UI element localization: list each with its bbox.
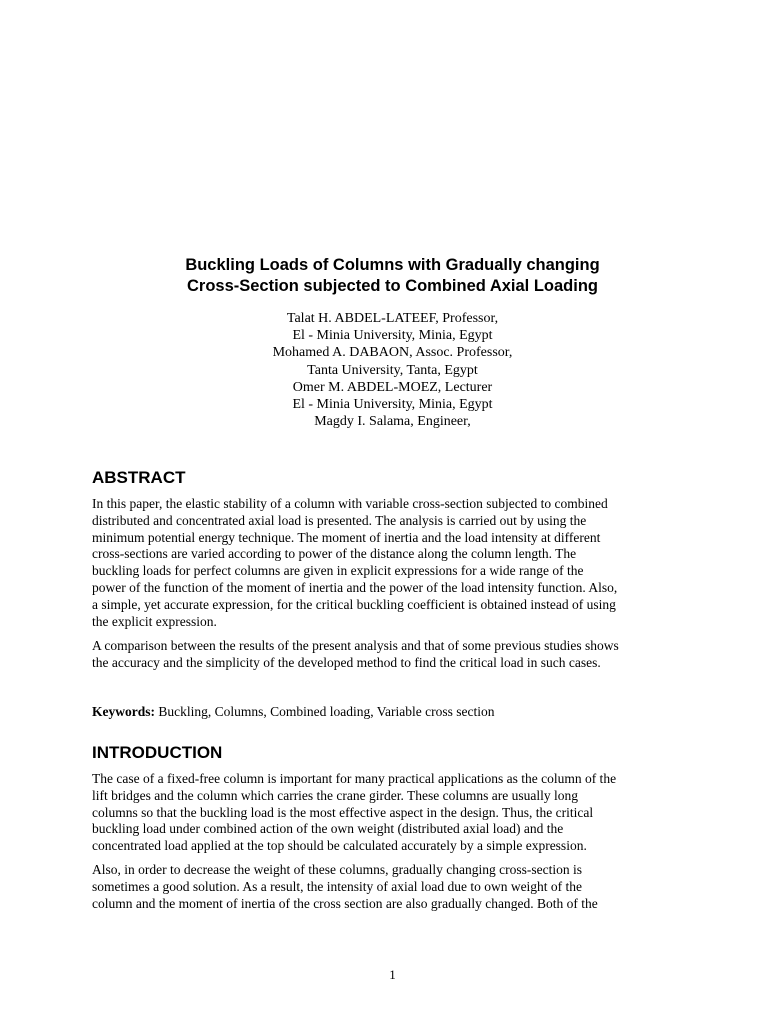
- page-number: 1: [389, 967, 396, 982]
- abstract-paragraph-2: [92, 638, 696, 672]
- abstract-paragraph-1: [92, 496, 696, 630]
- text-line: concentrated load applied at the top should be calculated accurately by a simple expression.: [92, 838, 587, 854]
- paper-title: [0, 255, 768, 297]
- author-line: Magdy I. Salama, Engineer,: [314, 414, 471, 430]
- text-line: the accuracy and the simplicity of the developed method to find the critical load in such cases.: [92, 654, 601, 670]
- keywords-label: Keywords:: [92, 704, 155, 719]
- text-line: In this paper, the elastic stability of a column with variable cross-section subjected to combined: [92, 496, 608, 511]
- text-line: a simple, yet accurate expression, for the critical buckling coefficient is obtained instead of using: [92, 596, 616, 612]
- introduction-heading: INTRODUCTION: [92, 743, 223, 762]
- introduction-paragraph-1: [92, 771, 696, 855]
- text-line: column and the moment of inertia of the cross section are also gradually changed. Both of the: [92, 895, 598, 911]
- text-line: The case of a fixed-free column is important for many practical applications as the column of the: [92, 771, 617, 786]
- text-line: buckling loads for perfect columns are given in explicit expressions for a wide range of the: [92, 563, 584, 579]
- text-line: cross-sections are varied according to power of the distance along the column length. The: [92, 546, 577, 562]
- text-line: A comparison between the results of the present analysis and that of some previous studies shows: [92, 638, 619, 653]
- introduction-paragraph-2: [92, 862, 696, 912]
- title-line: Buckling Loads of Columns with Gradually changing: [185, 256, 600, 274]
- text-line: minimum potential energy technique. The moment of inertia and the load intensity at different: [92, 529, 601, 545]
- author-block: [0, 310, 768, 430]
- text-line: power of the function of the moment of inertia and the power of the load intensity function. Also,: [92, 579, 618, 595]
- text-line: lift bridges and the column which carries the crane girder. These columns are usually long: [92, 787, 578, 803]
- text-line: Also, in order to decrease the weight of these columns, gradually changing cross-section is: [92, 862, 582, 877]
- text-line: distributed and concentrated axial load is presented. The analysis is carried out by using the: [92, 512, 587, 528]
- keywords-text: Buckling, Columns, Combined loading, Variable cross section: [158, 704, 495, 719]
- text-line: buckling load under combined action of the own weight (distributed axial load) and the: [92, 821, 564, 837]
- keywords: [92, 703, 494, 720]
- text-line: sometimes a good solution. As a result, the intensity of axial load due to own weight of the: [92, 878, 583, 894]
- author-line: Tanta University, Tanta, Egypt: [307, 362, 478, 378]
- author-line: El - Minia University, Minia, Egypt: [292, 397, 493, 413]
- text-line: the explicit expression.: [92, 613, 217, 629]
- text-line: columns so that the buckling load is the most effective aspect in the design. Thus, the critical: [92, 804, 594, 820]
- author-line: Talat H. ABDEL-LATEEF, Professor,: [286, 311, 499, 326]
- abstract-heading: ABSTRACT: [92, 468, 186, 487]
- author-line: El - Minia University, Minia, Egypt: [292, 328, 493, 344]
- author-line: Mohamed A. DABAON, Assoc. Professor,: [272, 345, 513, 361]
- title-line: Cross-Section subjected to Combined Axial Loading: [186, 277, 599, 295]
- author-line: Omer M. ABDEL-MOEZ, Lecturer: [292, 379, 493, 395]
